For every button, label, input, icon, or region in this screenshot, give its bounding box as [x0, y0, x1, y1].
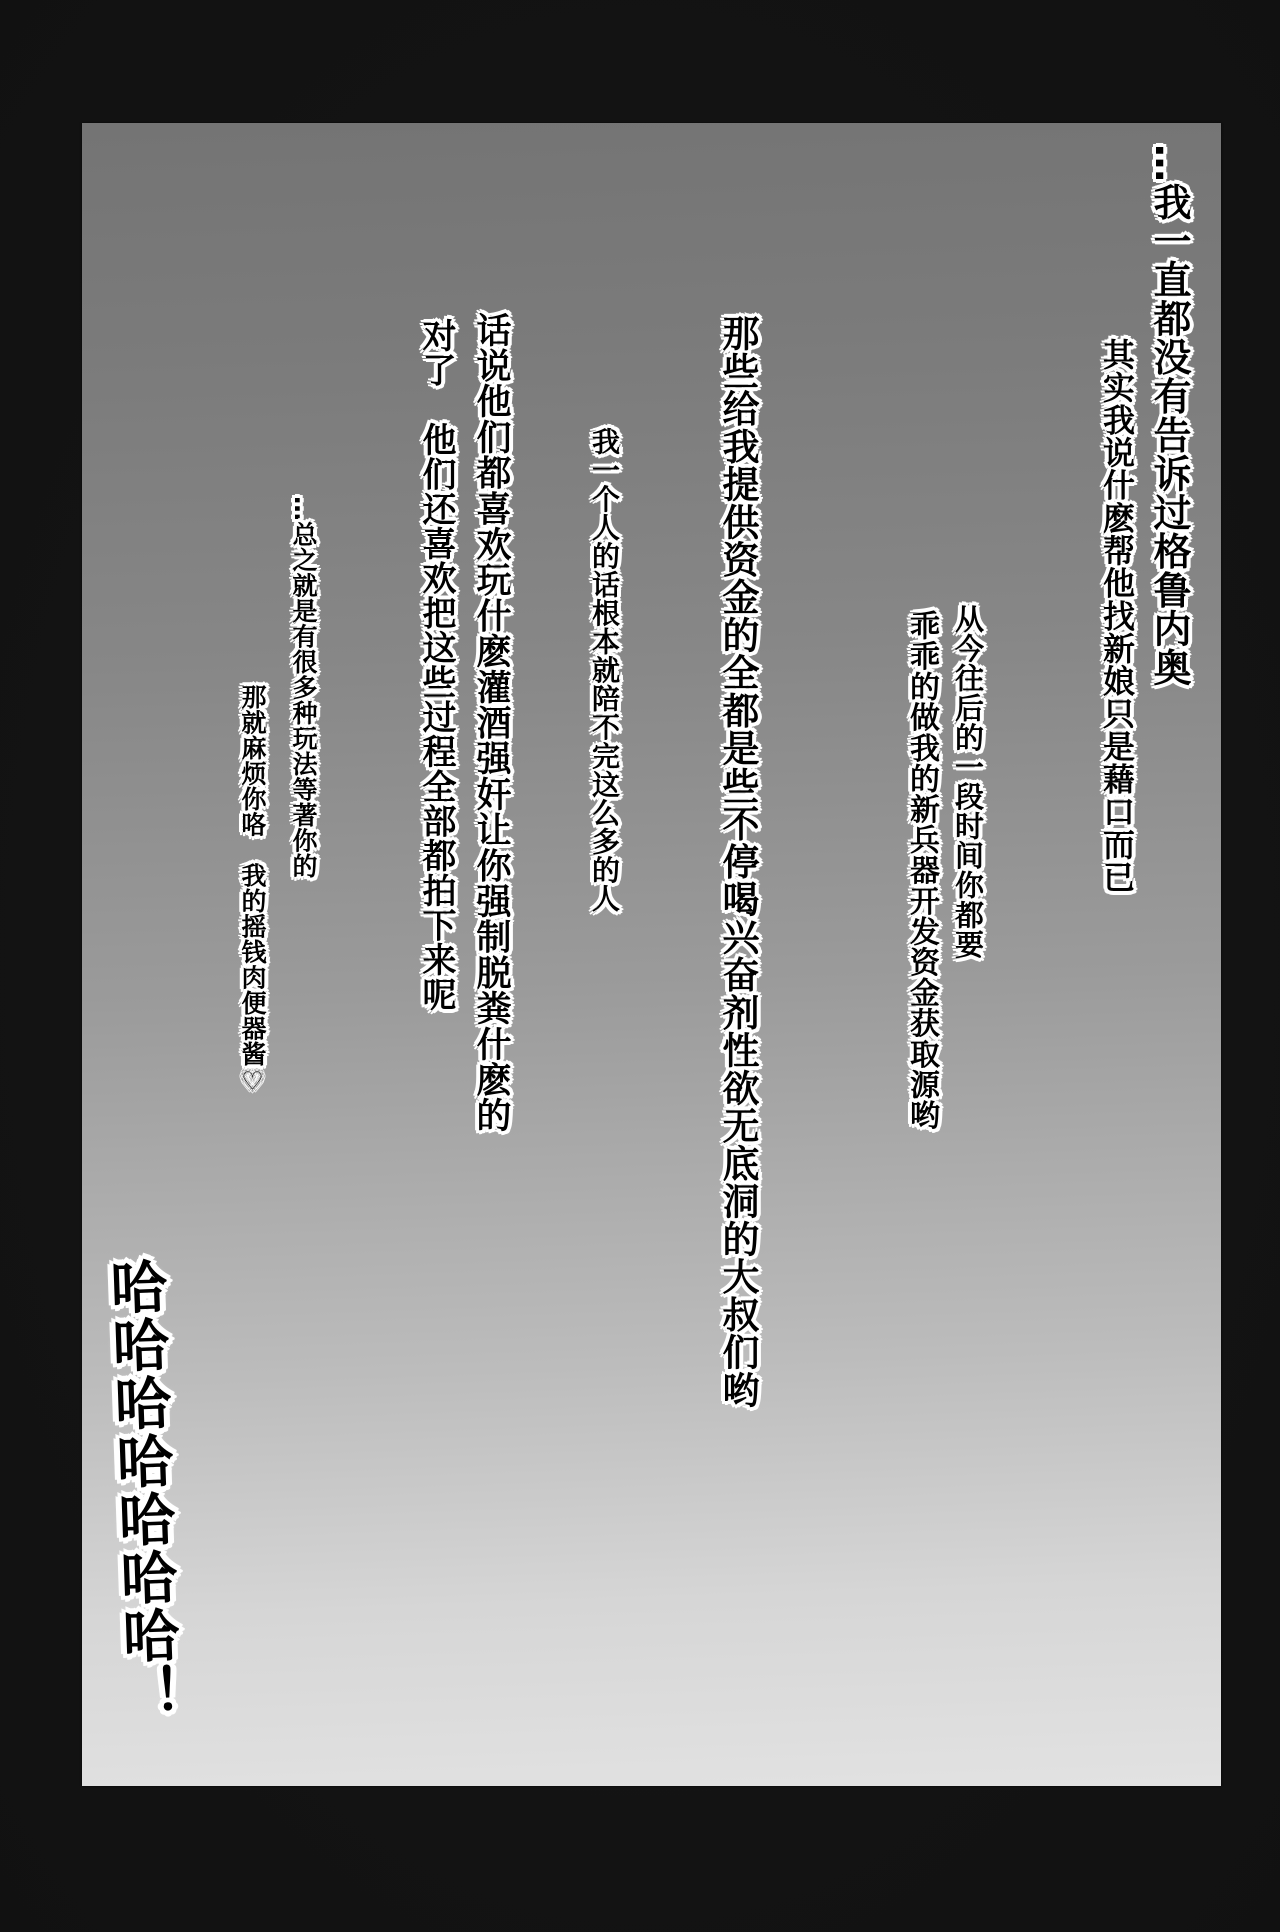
dialogue-line-7: 话说他们都喜欢玩什麽灌酒强奸让你强制脱粪什麽的 [471, 312, 511, 1134]
dialogue-line-4: 乖乖的做我的新兵器开发资金获取源哟 [904, 610, 939, 1131]
dialogue-line-8: 对了 他们还喜欢把这些过程全部都拍下来呢 [416, 318, 456, 1012]
dialogue-line-1: …我一直都没有告诉过格鲁内奥 [1147, 144, 1191, 687]
dialogue-line-10: 那就麻烦你咯 我的摇钱肉便器酱♡ [238, 684, 267, 1096]
laugh-line: 哈哈哈哈哈哈哈！ [100, 1256, 183, 1724]
dialogue-line-5: 那些给我提供资金的全都是些不停喝兴奋剂性欲无底洞的大叔们哟 [716, 314, 759, 1409]
dialogue-line-3: 从今往后的一段时间你都要 [951, 604, 985, 959]
dialogue-line-6: 我一个人的话根本就陪不完这么多的人 [588, 427, 621, 913]
dialogue-line-9: …总之就是有很多种玩法等著你的 [289, 496, 318, 879]
dialogue-line-2: 其实我说什麽帮他找新娘只是藉口而已 [1098, 338, 1136, 893]
